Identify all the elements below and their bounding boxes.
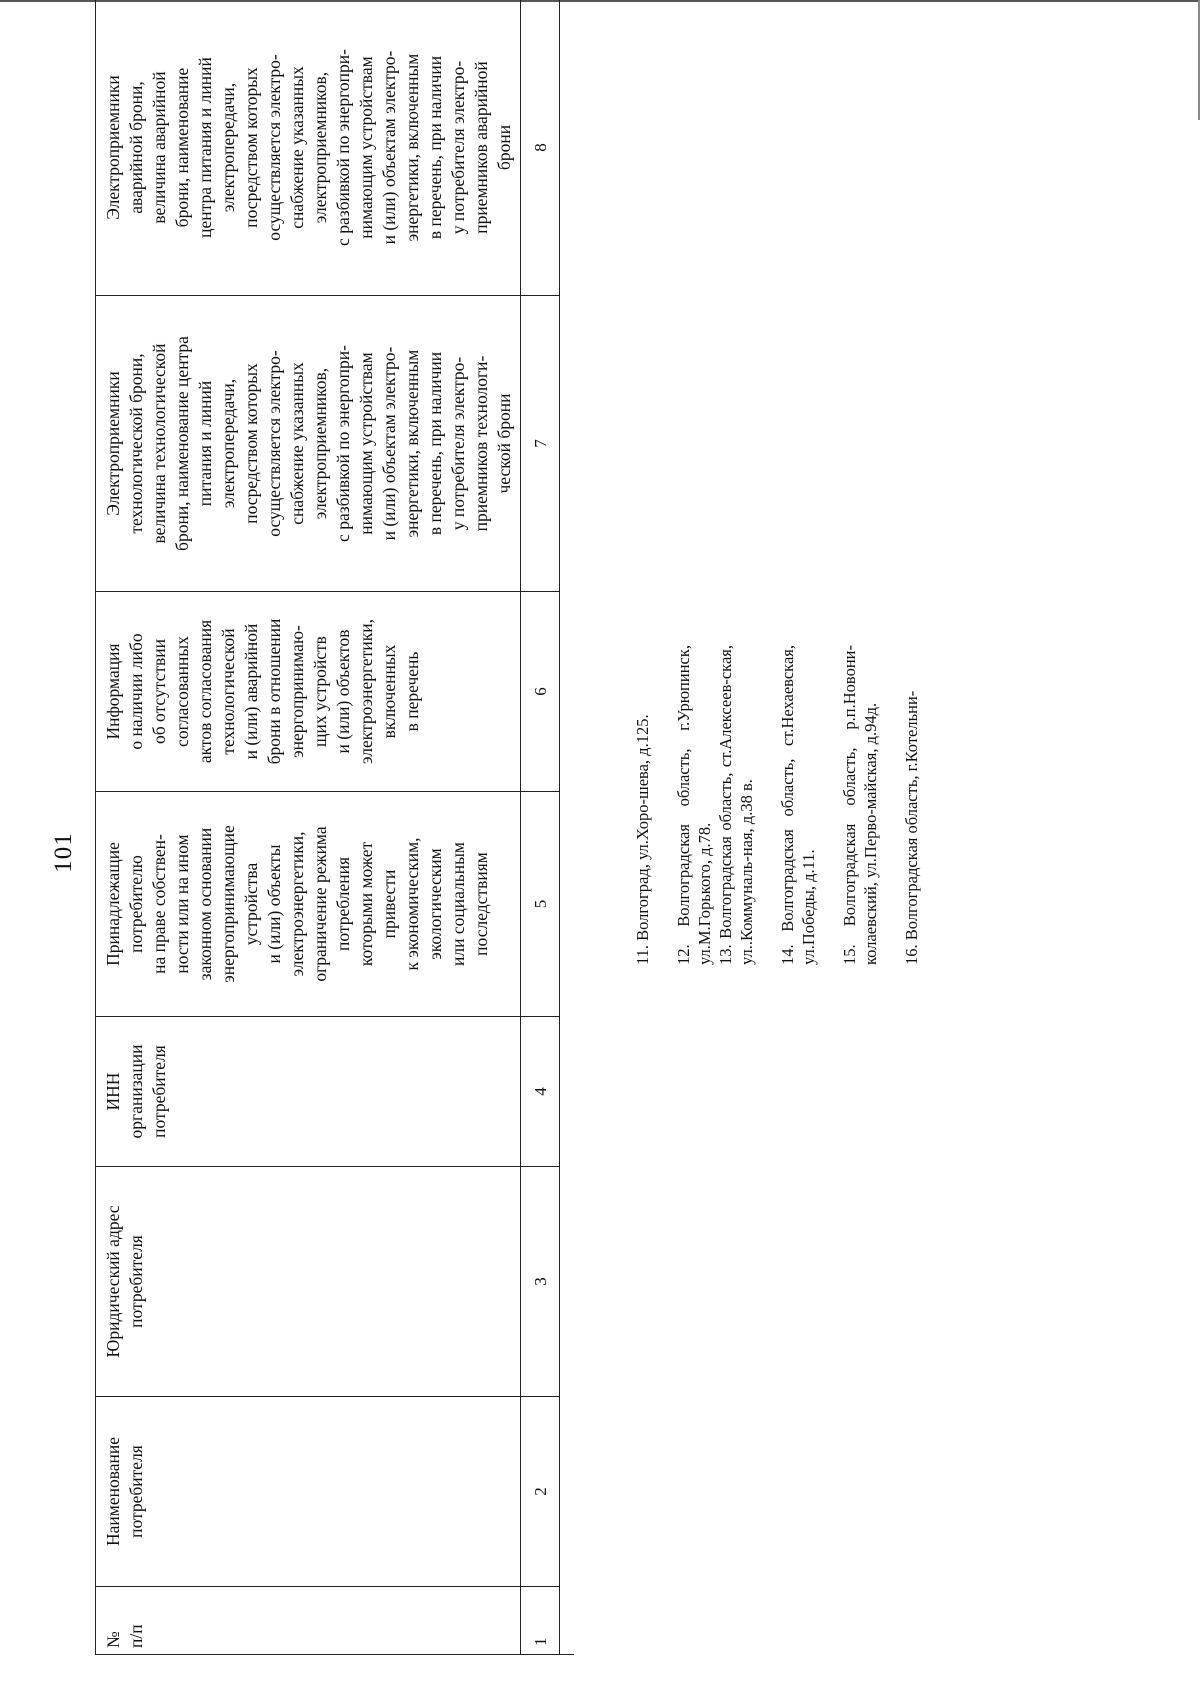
- address-item: 11. Волгоград, ул.Хоро-шева, д.125.: [633, 714, 652, 965]
- consumer-registry-table: [95, 0, 574, 1655]
- page-number: 101: [50, 832, 77, 873]
- header-cell-inn: ИНН организации потребителя: [96, 1017, 521, 1167]
- address-item: 13. Волгоградская область, ст.Алексеев-ская, ул..Коммуналь-ная, д.38 в.: [716, 645, 756, 965]
- column-number-row: [521, 0, 560, 1655]
- blank-cell: [560, 0, 575, 296]
- column-number-cell: 6: [521, 592, 560, 792]
- column-number-cell: 3: [521, 1167, 560, 1397]
- blank-cell: [560, 1017, 575, 1167]
- column-number-cell: 5: [521, 792, 560, 1017]
- column-number-cell: 4: [521, 1017, 560, 1167]
- blank-cell: [560, 1167, 575, 1397]
- address-item: 15. Волгоградская область, р.п.Новони-колаевский, ул.Перво-майская, д.94д.: [840, 645, 880, 965]
- blank-cell: [560, 592, 575, 792]
- blank-cell: [560, 1397, 575, 1587]
- column-number-cell: 8: [521, 0, 560, 296]
- header-cell-emergency-reserve: Электроприемники аварийной брони, величина аварийной брони, наименование центра питания и линий электропередачи, посредством которых осуществляется электро- снабжение указанных электроприемников, с разбивкой по энергопри- нимающим устройствам и (или) объектам электро- энергетики, включенным в перечень, при наличии у потребителя электро- приемников аварийной брони: [96, 0, 521, 296]
- header-cell-reservation-acts: Информация о наличии либо об отсутствии согласованных актов согласования технологической и (или) аварийной брони в отношении энергопринимаю- щих устройств и (или) объектов электроэнергетики, включенных в перечень: [96, 592, 521, 792]
- column-number-cell: 1: [521, 1587, 560, 1655]
- address-item: 14. Волгоградская область, ст.Нехаевская, ул.Победы, д.11.: [778, 645, 818, 965]
- table-header-row: [96, 0, 521, 1655]
- blank-cell: [560, 296, 575, 592]
- address-item: 12. Волгоградская область, г.Урюпинск, ул.М.Горького, д.78.: [674, 645, 714, 965]
- column-number-cell: 2: [521, 1397, 560, 1587]
- address-list: [632, 645, 942, 965]
- blank-cell: [560, 1587, 575, 1655]
- header-cell-number: № п/п: [96, 1587, 521, 1655]
- column-number-cell: 7: [521, 296, 560, 592]
- header-cell-legal-address: Юридический адрес потребителя: [96, 1167, 521, 1397]
- blank-cell: [560, 792, 575, 1017]
- header-cell-technological-reserve: Электроприемники технологической брони, величина технологической брони, наименование центра питания и линий электропередачи, посредством которых осуществляется электро- снабжение указанных электроприемников, с разбивкой по энергопри- нимающим устройствам и (или) объектам электро- энергетики, включенным в перечень, при наличии у потребителя электро- приемников технологи- ческой брони: [96, 296, 521, 592]
- header-cell-owned-devices: Принадлежащие потребителю на праве собствен- ности или на ином законном основании энергопринимающие устройства и (или) объекты электроэнергетики, ограничение режима потребления которыми может привести к экономическим, экологическим или социальным последствиям: [96, 792, 521, 1017]
- address-item: 16. Волгоградская область, г.Котельни-: [902, 690, 921, 965]
- header-cell-consumer-name: Наименование потребителя: [96, 1397, 521, 1587]
- continuation-row: [560, 0, 575, 1655]
